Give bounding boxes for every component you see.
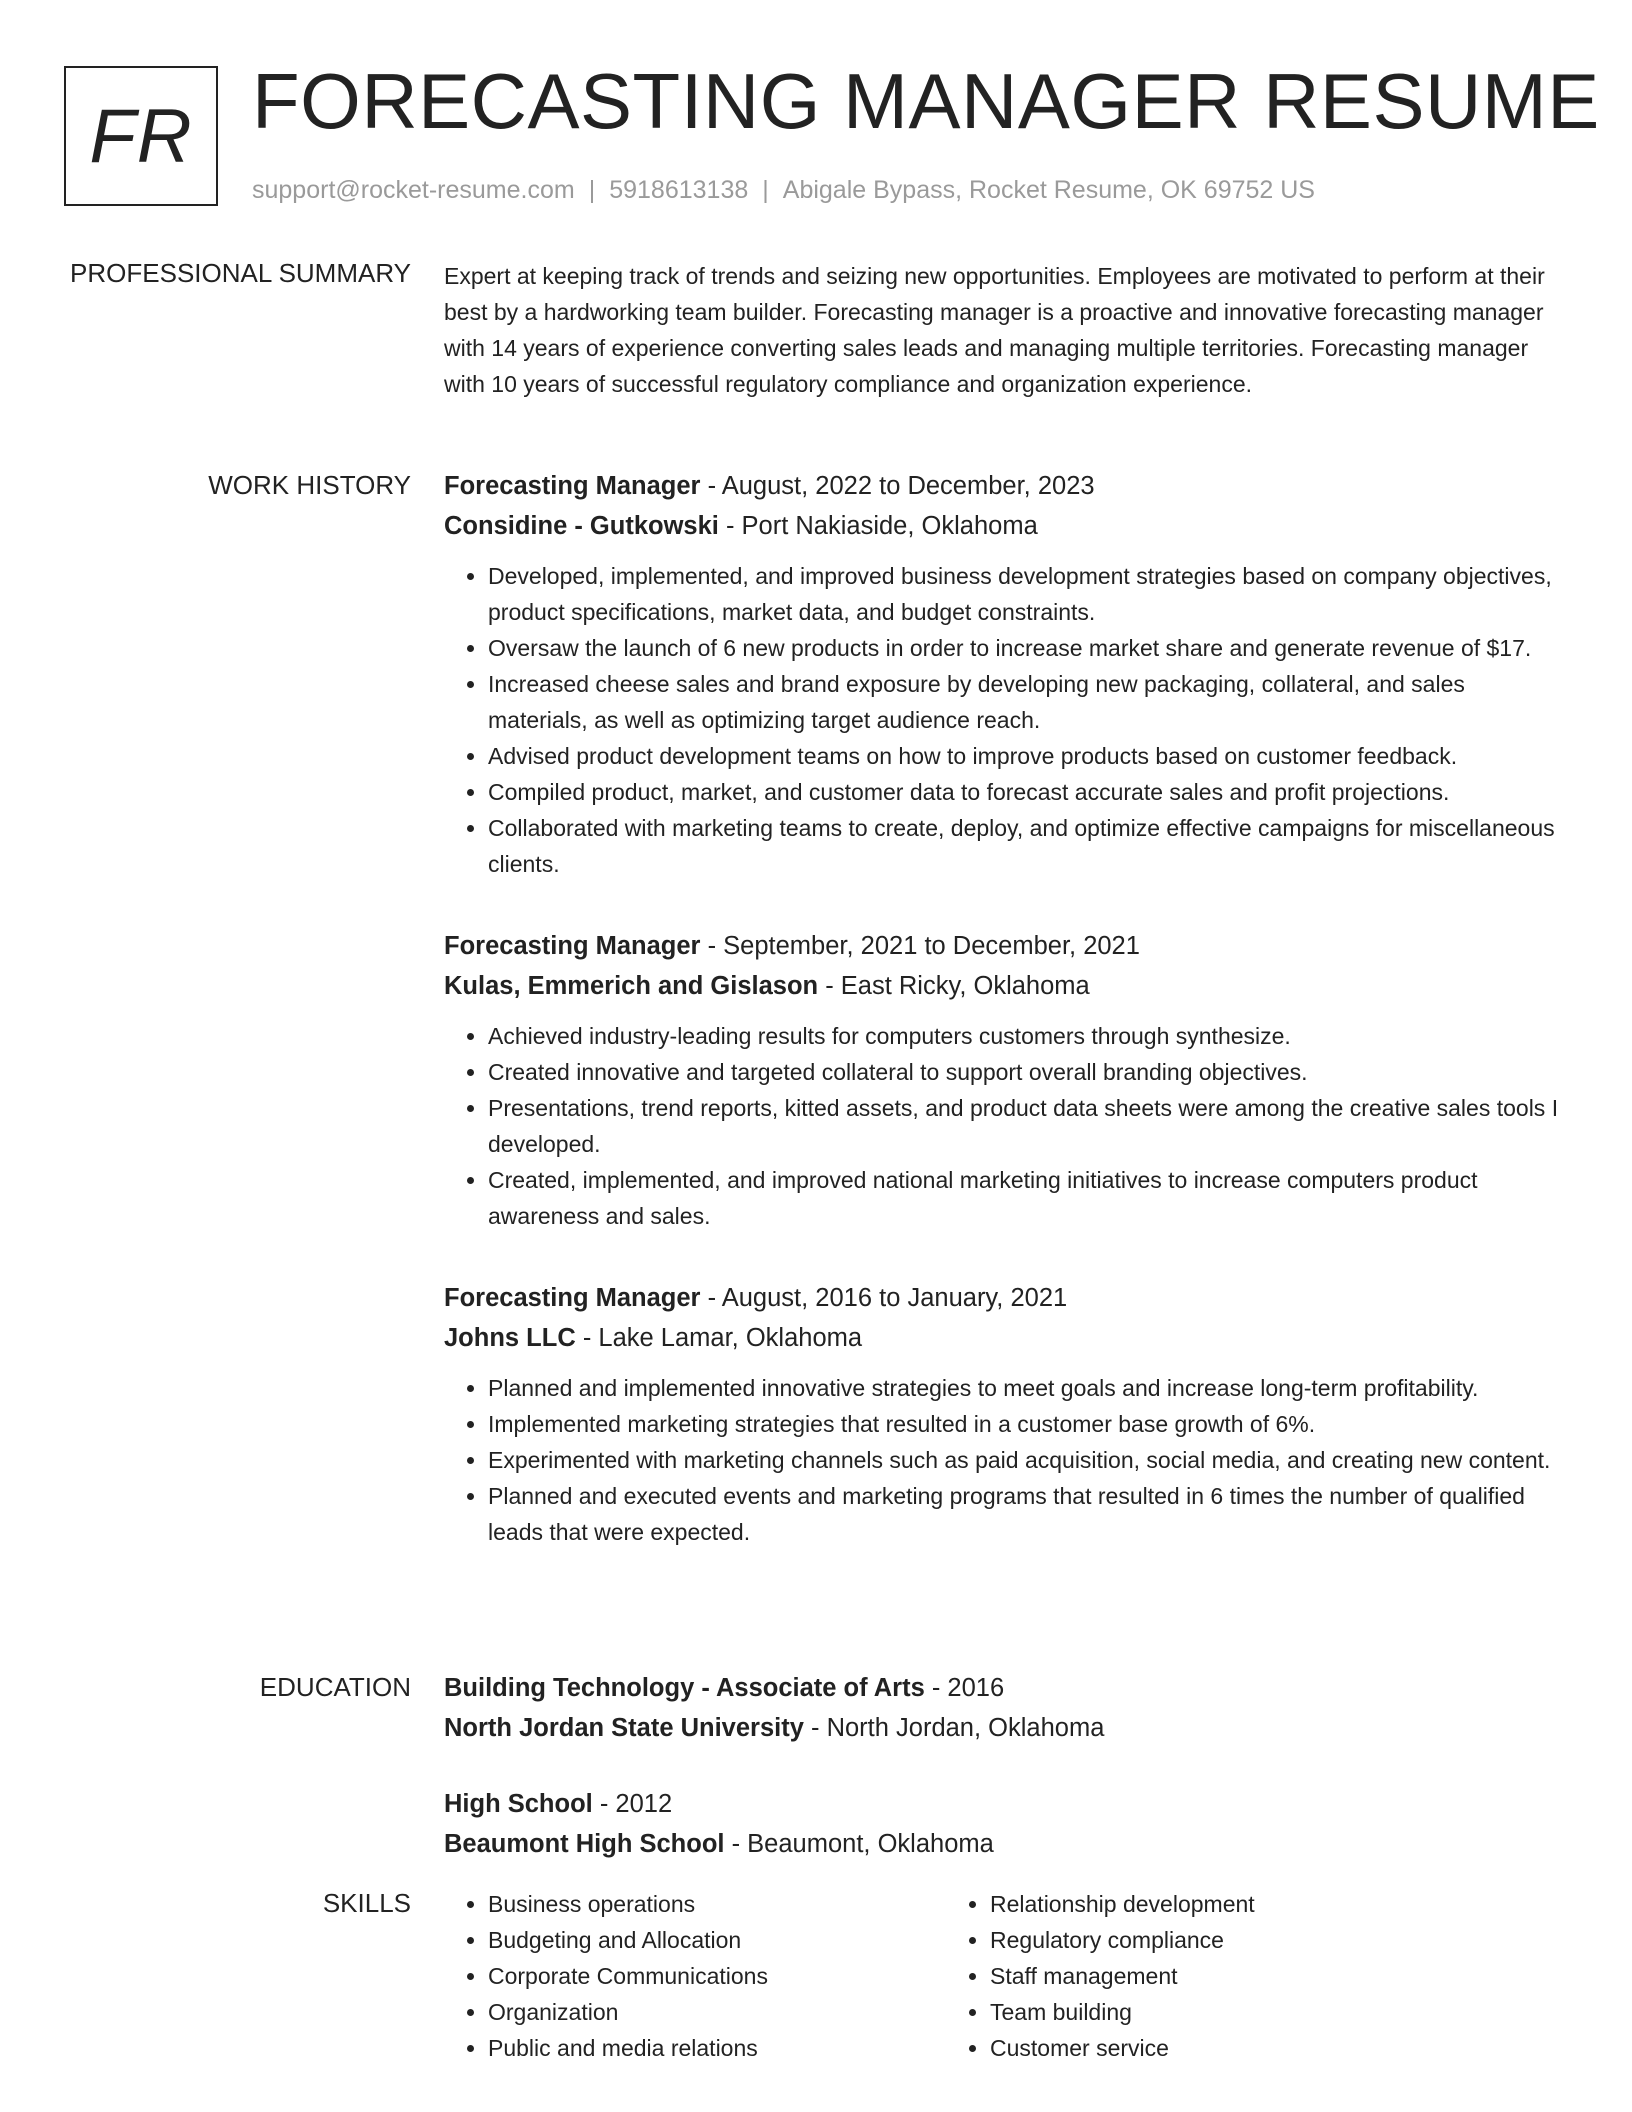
list-item: • Collaborated with marketing teams to create, deploy, and optimize effective campaigns for miscellaneous clients.	[488, 810, 1560, 882]
job-dates: - August, 2022 to December, 2023	[700, 472, 1095, 500]
job-bullets	[444, 558, 1560, 882]
school-name: Beaumont High School	[444, 1830, 725, 1858]
job-title-line	[444, 466, 1560, 506]
list-item: • Presentations, trend reports, kitted assets, and product data sheets were among the creative sales tools I developed.	[488, 1090, 1560, 1162]
list-item: • Relationship development	[990, 1886, 1448, 1922]
skills-columns	[444, 1886, 1560, 2066]
job-company-line	[444, 506, 1560, 546]
job-company: Considine - Gutkowski	[444, 512, 719, 540]
list-item: • Staff management	[990, 1958, 1448, 1994]
job-location: - Port Nakiaside, Oklahoma	[718, 512, 1038, 540]
contact-line	[252, 176, 1315, 205]
job-title-line	[444, 1278, 1560, 1318]
job-entry	[444, 926, 1560, 1234]
job-bullets	[444, 1018, 1560, 1234]
skills-list-right	[946, 1886, 1448, 2066]
job-company-line	[444, 966, 1560, 1006]
list-item: • Public and media relations	[488, 2030, 946, 2066]
list-item: • Increased cheese sales and brand exposure by developing new packaging, collateral, and sales materials, as well as optimizing target audience reach.	[488, 666, 1560, 738]
list-item: • Business operations	[488, 1886, 946, 1922]
education-entry	[444, 1784, 1560, 1864]
list-item: • Team building	[990, 1994, 1448, 2030]
list-item: • Created, implemented, and improved national marketing initiatives to increase computers product awareness and sales.	[488, 1162, 1560, 1234]
school-line	[444, 1708, 1560, 1748]
list-item: • Oversaw the launch of 6 new products in order to increase market share and generate revenue of $17.	[488, 630, 1560, 666]
monogram-logo: FR	[64, 66, 218, 206]
list-item: • Experimented with marketing channels such as paid acquisition, social media, and creating new content.	[488, 1442, 1560, 1478]
job-location: - Lake Lamar, Oklahoma	[575, 1324, 863, 1352]
list-item: • Compiled product, market, and customer data to forecast accurate sales and profit projections.	[488, 774, 1560, 810]
job-company: Johns LLC	[444, 1324, 576, 1352]
education-entry	[444, 1668, 1560, 1748]
job-bullets	[444, 1370, 1560, 1550]
list-item: • Corporate Communications	[488, 1958, 946, 1994]
list-item: • Planned and executed events and marketing programs that resulted in 6 times the number of qualified leads that were expected.	[488, 1478, 1560, 1550]
degree: Building Technology - Associate of Arts	[444, 1674, 925, 1702]
degree-line	[444, 1668, 1560, 1708]
degree-year: - 2012	[592, 1790, 673, 1818]
skills-list-left	[444, 1886, 946, 2066]
list-item: • Developed, implemented, and improved business development strategies based on company objectives, product specifications, market data, and budget constraints.	[488, 558, 1560, 630]
list-item: • Achieved industry-leading results for computers customers through synthesize.	[488, 1018, 1560, 1054]
section-label-summary: PROFESSIONAL SUMMARY	[70, 258, 411, 288]
job-entry	[444, 1278, 1560, 1550]
list-item: • Regulatory compliance	[990, 1922, 1448, 1958]
job-location: - East Ricky, Oklahoma	[818, 972, 1090, 1000]
list-item: • Created innovative and targeted collateral to support overall branding objectives.	[488, 1054, 1560, 1090]
job-company-line	[444, 1318, 1560, 1358]
contact-email: support@rocket-resume.com	[252, 176, 575, 204]
school-location: - North Jordan, Oklahoma	[803, 1714, 1105, 1742]
contact-separator: |	[588, 176, 596, 204]
section-label-education: EDUCATION	[259, 1672, 411, 1702]
degree-line	[444, 1784, 1560, 1824]
resume-title: FORECASTING MANAGER RESUME	[252, 57, 1600, 145]
list-item: • Customer service	[990, 2030, 1448, 2066]
school-line	[444, 1824, 1560, 1864]
list-item: • Organization	[488, 1994, 946, 2030]
job-title: Forecasting Manager	[444, 932, 701, 960]
job-dates: - August, 2016 to January, 2021	[700, 1284, 1068, 1312]
list-item: • Planned and implemented innovative strategies to meet goals and increase long-term profitability.	[488, 1370, 1560, 1406]
school-location: - Beaumont, Oklahoma	[724, 1830, 994, 1858]
contact-address: Abigale Bypass, Rocket Resume, OK 69752 US	[782, 176, 1315, 204]
summary-text: Expert at keeping track of trends and seizing new opportunities. Employees are motivated to perform at their best by a hardworking team builder. Forecasting manager is a proactive and innovative forecasting manager with 14 years of experience converting sales leads and managing multiple territories. Forecasting manager with 10 years of successful regulatory compliance and organization experience.	[444, 263, 1545, 397]
list-item: • Budgeting and Allocation	[488, 1922, 946, 1958]
job-title: Forecasting Manager	[444, 1284, 701, 1312]
contact-phone: 5918613138	[609, 176, 749, 204]
contact-separator: |	[762, 176, 769, 204]
degree: High School	[444, 1790, 593, 1818]
section-label-work-history: WORK HISTORY	[208, 470, 411, 500]
job-company: Kulas, Emmerich and Gislason	[444, 972, 819, 1000]
school-name: North Jordan State University	[444, 1714, 804, 1742]
job-title-line	[444, 926, 1560, 966]
list-item: • Implemented marketing strategies that resulted in a customer base growth of 6%.	[488, 1406, 1560, 1442]
job-title: Forecasting Manager	[444, 472, 701, 500]
section-label-skills: SKILLS	[322, 1888, 411, 1918]
job-dates: - September, 2021 to December, 2021	[700, 932, 1140, 960]
degree-year: - 2016	[924, 1674, 1005, 1702]
job-entry	[444, 466, 1560, 882]
list-item: • Advised product development teams on how to improve products based on customer feedback.	[488, 738, 1560, 774]
